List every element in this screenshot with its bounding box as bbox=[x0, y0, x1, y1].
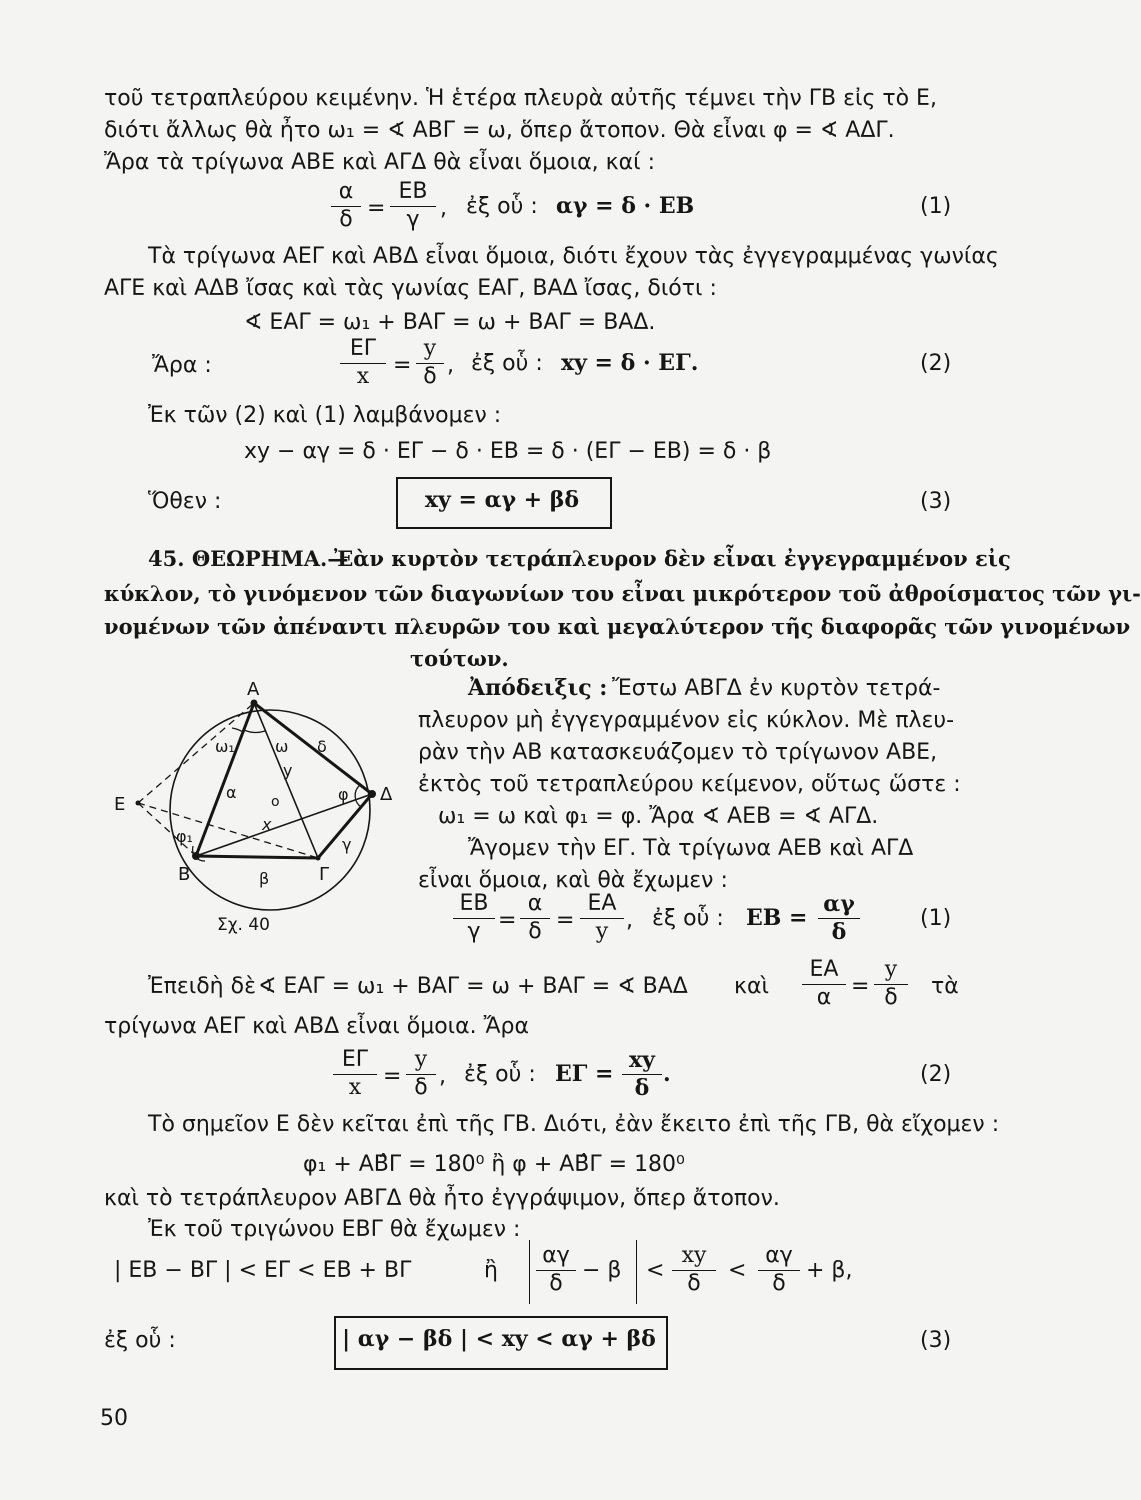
side-ad bbox=[254, 703, 372, 794]
text-line: ΑΓΕ καὶ ΑΔΒ ἴσας καὶ τὰς γωνίας ΕΑΓ, ΒΑΔ ἴσας, διότι : bbox=[104, 276, 717, 301]
text-line: τρίγωνα ΑΕΓ καὶ ΑΒΔ εἶναι ὅμοια. Ἄρα bbox=[104, 1014, 529, 1039]
proof-line: εἶναι ὅμοια, καὶ θὰ ἔχωμεν : bbox=[418, 868, 728, 893]
label-y: y bbox=[283, 761, 293, 780]
label-gamma: γ bbox=[342, 835, 352, 854]
side-bg bbox=[196, 856, 318, 858]
angle-arc-w1 bbox=[232, 728, 243, 732]
text-line: Ἐκ τῶν (2) καὶ (1) λαμβάνομεν : bbox=[148, 403, 502, 428]
text-line: τοῦ τετραπλεύρου κειμένην. Ἡ ἑτέρα πλευρὰ αὐτῆς τέμνει τὴν ΓΒ εἰς τὸ Ε, bbox=[104, 86, 937, 111]
equation-lhs: ΕΒ = bbox=[746, 905, 808, 931]
fraction-eb-over-g: $\frac{EB}{\gamma}$ bbox=[390, 180, 436, 232]
period: . bbox=[663, 1061, 671, 1087]
label-phi: φ bbox=[338, 785, 349, 804]
vertex-b bbox=[192, 852, 200, 860]
whence-text: ἐξ οὗ : bbox=[652, 906, 724, 931]
proof-heading: Ἀπόδειξις : bbox=[468, 675, 608, 701]
vertex-d bbox=[368, 790, 376, 798]
theorem-title: 45. ΘΕΩΡΗΜΑ.— bbox=[148, 546, 349, 571]
equation-number: (3) bbox=[920, 489, 952, 514]
fraction-y-over-d: $\frac{y}{\delta}$ bbox=[416, 337, 444, 389]
label-beta: β bbox=[259, 869, 270, 888]
proof-line: ἐκτὸς τοῦ τετραπλεύρου κείμενον, οὕτως ὥστε : bbox=[418, 772, 961, 797]
label-b: Β bbox=[178, 864, 191, 885]
less-than: < bbox=[728, 1258, 747, 1283]
vertex-a bbox=[251, 700, 258, 707]
fraction-ag-over-d: $\frac{\alpha\gamma}{\delta}$ bbox=[818, 892, 860, 944]
equals-sign: = bbox=[367, 196, 386, 221]
boxed-inequality: | αγ − βδ | < xy < αγ + βδ bbox=[342, 1326, 656, 1352]
equation-number: (3) bbox=[920, 1328, 952, 1353]
boxed-equation: xy = αγ + βδ bbox=[424, 487, 580, 513]
fraction-ea-over-a: $\frac{EA}{\alpha}$ bbox=[802, 958, 846, 1010]
fraction-eb-over-g: $\frac{EB}{\gamma}$ bbox=[453, 892, 495, 944]
text-line: Ἐπειδὴ δὲ bbox=[148, 974, 256, 999]
whence-text: ἐξ οὗ : bbox=[466, 194, 538, 219]
label-phi1: φ₁ bbox=[176, 827, 193, 846]
equation-result: αγ = δ · ΕΒ bbox=[556, 193, 695, 219]
label-delta: δ bbox=[317, 737, 327, 756]
or-word: ἢ bbox=[484, 1258, 498, 1283]
label-w: ω bbox=[275, 737, 289, 756]
proof-line: πλευρον μὴ ἐγγεγραμμένον εἰς κύκλον. Μὲ πλευ- bbox=[418, 708, 955, 733]
absolute-bar-right bbox=[636, 1240, 637, 1304]
equation-number: (2) bbox=[920, 1062, 952, 1087]
therefore-label: Ἄρα : bbox=[152, 353, 212, 378]
hence-label: Ὅθεν : bbox=[148, 489, 222, 514]
equation-number: (1) bbox=[920, 194, 952, 219]
geometry-figure bbox=[100, 670, 410, 950]
text-line: Ἐκ τοῦ τριγώνου ΕΒΓ θὰ ἔχωμεν : bbox=[148, 1217, 521, 1242]
proof-line: ρὰν τὴν ΑΒ κατασκευάζομεν τὸ τρίγωνον ΑΒΕ, bbox=[418, 740, 938, 765]
comma: , bbox=[439, 1064, 446, 1089]
fraction-xy-over-d: $\frac{xy}{\delta}$ bbox=[622, 1048, 662, 1100]
proof-line: Ἄγομεν τὴν ΕΓ. Τὰ τρίγωνα ΑΕΒ καὶ ΑΓΔ bbox=[468, 836, 914, 861]
label-x: x bbox=[262, 815, 272, 834]
comma: , bbox=[440, 196, 447, 221]
absolute-bar-left bbox=[529, 1240, 530, 1304]
theorem-text: Ἐὰν κυρτὸν τετράπλευρον δὲν εἶναι ἐγγεγραμμένον εἰς bbox=[334, 546, 1011, 571]
fraction-y-over-d: $\frac{y}{\delta}$ bbox=[874, 958, 908, 1010]
vertex-e bbox=[136, 801, 141, 806]
equation-number: (2) bbox=[920, 351, 952, 376]
derivation-line: xy − αγ = δ · ΕΓ − δ · ΕΒ = δ · (ΕΓ − ΕΒ) = δ · β bbox=[244, 439, 772, 464]
figure-caption: Σχ. 40 bbox=[217, 915, 271, 935]
whence-text: ἐξ οὗ : bbox=[104, 1328, 176, 1353]
fraction-eg-over-x: $\frac{E\Gamma}{x}$ bbox=[340, 337, 386, 389]
equals-sign: = bbox=[498, 908, 517, 933]
fraction-ag-over-d: $\frac{\alpha\gamma}{\delta}$ bbox=[536, 1244, 576, 1296]
vertex-g bbox=[316, 856, 321, 861]
text-line: Τὸ σημεῖον Ε δὲν κεῖται ἐπὶ τῆς ΓΒ. Διότι, ἐὰν ἔκειτο ἐπὶ τῆς ΓΒ, θὰ εἴχομεν : bbox=[148, 1112, 1000, 1137]
comma: , bbox=[626, 908, 633, 933]
fraction-eg-over-x: $\frac{E\Gamma}{x}$ bbox=[333, 1048, 377, 1100]
text-line: διότι ἄλλως θὰ ἦτο ω₁ = ∢ ΑΒΓ = ω, ὅπερ ἄτοπον. Θὰ εἶναι φ = ∢ ΑΔΓ. bbox=[104, 118, 895, 143]
label-d: Δ bbox=[380, 784, 393, 805]
label-a: Α bbox=[247, 679, 260, 700]
equation-number: (1) bbox=[920, 906, 952, 931]
angle-arc-w bbox=[244, 730, 265, 732]
text-line: καὶ bbox=[734, 974, 769, 999]
plus-beta: + β, bbox=[806, 1258, 853, 1283]
equals-sign: = bbox=[393, 353, 412, 378]
equals-sign: = bbox=[851, 974, 870, 999]
label-alpha: α bbox=[226, 783, 237, 802]
fraction-a-over-d: $\frac{\alpha}{\delta}$ bbox=[331, 180, 361, 232]
text-line: Τὰ τρίγωνα ΑΕΓ καὶ ΑΒΔ εἶναι ὅμοια, διότι ἔχουν τὰς ἐγγεγραμμένας γωνίας bbox=[148, 244, 999, 269]
equals-sign: = bbox=[556, 908, 575, 933]
fraction-ea-over-y: $\frac{EA}{y}$ bbox=[580, 892, 624, 944]
whence-text: ἐξ οὗ : bbox=[464, 1062, 536, 1087]
equation-lhs: ΕΓ = bbox=[555, 1061, 614, 1087]
less-than: < bbox=[646, 1258, 665, 1283]
fraction-ag-over-d: $\frac{\alpha\gamma}{\delta}$ bbox=[758, 1244, 800, 1296]
angle-equation: ∢ ΕΑΓ = ω₁ + ΒΑΓ = ω + ΒΑΓ = ∢ ΒΑΔ bbox=[258, 974, 688, 999]
fraction-y-over-d: $\frac{y}{\delta}$ bbox=[406, 1048, 436, 1100]
label-g: Γ bbox=[319, 864, 330, 885]
proof-line: Ἔστω ΑΒΓΔ ἐν κυρτὸν τετρά- bbox=[612, 676, 941, 701]
minus-beta: − β bbox=[582, 1258, 622, 1283]
equation-result: xy = δ · ΕΓ. bbox=[561, 350, 699, 376]
theorem-text: τούτων. bbox=[410, 646, 509, 671]
segment-eg bbox=[138, 803, 318, 858]
angle-sum-equation: φ₁ + ΑΒ̂Γ = 180⁰ ἢ φ + ΑΒ̂Γ = 180⁰ bbox=[303, 1152, 685, 1177]
triangle-inequality: | ΕΒ − ΒΓ | < ΕΓ < ΕΒ + ΒΓ bbox=[114, 1258, 412, 1283]
text-line: τὰ bbox=[931, 974, 959, 999]
side-ab bbox=[196, 703, 254, 856]
theorem-text: νομένων τῶν ἀπέναντι πλευρῶν του καὶ μεγαλύτερον τῆς διαφορᾶς τῶν γινομένων bbox=[104, 614, 1131, 639]
fraction-a-over-d: $\frac{\alpha}{\delta}$ bbox=[520, 892, 550, 944]
label-e: Ε bbox=[114, 794, 126, 815]
label-w1: ω₁ bbox=[215, 737, 235, 756]
theorem-text: κύκλον, τὸ γινόμενον τῶν διαγωνίων του εἶναι μικρότερον τοῦ ἀθροίσματος τῶν γι- bbox=[104, 581, 1141, 606]
page-number: 50 bbox=[100, 1406, 128, 1431]
angle-equation: ∢ ΕΑΓ = ω₁ + ΒΑΓ = ω + ΒΑΓ = ΒΑΔ. bbox=[244, 310, 656, 335]
equals-sign: = bbox=[383, 1064, 402, 1089]
whence-text: ἐξ οὗ : bbox=[471, 351, 543, 376]
proof-line: ω₁ = ω καὶ φ₁ = φ. Ἄρα ∢ ΑΕΒ = ∢ ΑΓΔ. bbox=[438, 804, 879, 829]
angle-arc-phi bbox=[355, 785, 361, 807]
fraction-xy-over-d: $\frac{xy}{\delta}$ bbox=[672, 1244, 716, 1296]
text-line: Ἄρα τὰ τρίγωνα ΑΒΕ καὶ ΑΓΔ θὰ εἶναι ὅμοια, καί : bbox=[104, 150, 655, 175]
label-o: o bbox=[271, 794, 280, 810]
text-line: καὶ τὸ τετράπλευρον ΑΒΓΔ θὰ ἦτο ἐγγράψιμον, ὅπερ ἄτοπον. bbox=[104, 1186, 780, 1211]
comma: , bbox=[447, 353, 454, 378]
